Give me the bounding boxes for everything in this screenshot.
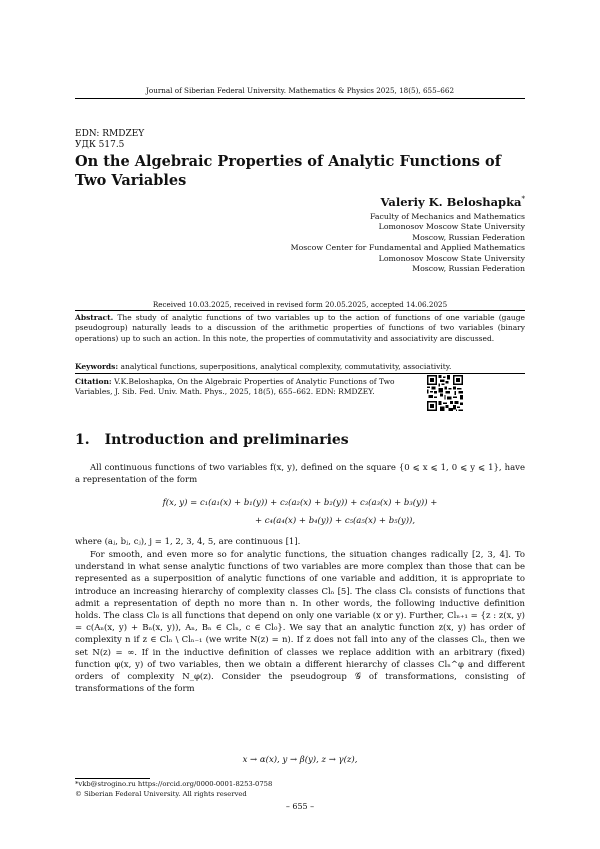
abstract-text: The study of analytic functions of two variables up to the action of functions of one variable (gauge pseudogroup) naturally leads to a discussion of the arithmetic properties of functions of two variables (binary operations) up to such an action. In this note, the properties of commutativity and associativity are discussed. bbox=[75, 313, 525, 343]
edn-code: EDN: RMDZEY bbox=[75, 129, 145, 139]
paragraph-1: All continuous functions of two variables f(x, y), defined on the square {0 ⩽ x ⩽ 1, 0 ⩽ y ⩽ 1}, have a representation of the form bbox=[75, 463, 525, 486]
affiliation-1-line-2: Lomonosov Moscow State University bbox=[378, 222, 525, 232]
citation-label: Citation: bbox=[75, 377, 112, 386]
section-number: 1. bbox=[75, 432, 90, 448]
paragraph-2: where (aⱼ, bⱼ, cⱼ), j = 1, 2, 3, 4, 5, are continuous [1]. bbox=[75, 537, 301, 547]
abstract-top-rule bbox=[75, 310, 525, 311]
section-heading bbox=[75, 432, 349, 448]
author-footnote-mark: * bbox=[521, 195, 525, 204]
affiliations bbox=[291, 212, 525, 274]
section-title: Introduction and preliminaries bbox=[104, 432, 349, 448]
affiliation-2-line-1: Moscow Center for Fundamental and Applied Mathematics bbox=[290, 243, 525, 253]
footnote-rule bbox=[75, 778, 150, 779]
affiliation-2-line-3: Moscow, Russian Federation bbox=[412, 264, 525, 274]
citation bbox=[75, 377, 415, 398]
page-number: – 655 – bbox=[285, 802, 315, 811]
affiliation-2-line-2: Lomonosov Moscow State University bbox=[378, 253, 525, 263]
keywords-text: analytical functions, superpositions, analytical complexity, commutativity, associativity. bbox=[120, 362, 452, 371]
header-rule bbox=[75, 98, 525, 99]
citation-text: V.K.Beloshapka, On the Algebraic Properties of Analytic Functions of Two Variables, J. Sib. Fed. Univ. Math. Phys., 2025, 18(5), 655–662. EDN: RMDZEY. bbox=[75, 377, 395, 397]
footnote-copyright: © Siberian Federal University. All rights reserved bbox=[75, 790, 247, 798]
abstract-label: Abstract. bbox=[75, 313, 114, 322]
running-head: Journal of Siberian Federal University. Mathematics & Physics 2025, 18(5), 655–662 bbox=[145, 86, 455, 95]
keywords-label: Keywords: bbox=[75, 362, 119, 371]
paragraph-3: For smooth, and even more so for analytic functions, the situation changes radically [2, 3, 4]. To understand in what sense analytic functions of two variables are more complex than those that can be represented as a superposition of analytic functions of one variable and addition, it is appropriate to introduce an increasing hierarchy of complexity classes Clₙ [5]. The class Clₙ consists of functions that admit a representation of depth no more than n. In other words, the following inductive definition holds. The class Cl₀ is all functions that depend on only one variable (x or y). Further, Clₙ₊₁ = {z : z(x, y) = c(Aₙ(x, y) + Bₙ(x, y)), Aₙ, Bₙ ∈ Clₙ, c ∈ Cl₀}. We say that an analytic function z(x, y) has order of complexity n if z ∈ Clₙ \ Clₙ₋₁ (we write N(z) = n). If z does not fall into any of the classes Clₙ, then we set N(z) = ∞. If in the inductive definition of classes we replace addition with an arbitrary (fixed) function φ(x, y) of two variables, then we obtain a different hierarchy of classes Clₙ^φ and different orders of complexity N_φ(z). Consider the pseudogroup 𝒢 of transformations, consisting of transformations of the form bbox=[75, 550, 525, 695]
keywords bbox=[75, 362, 525, 372]
footnote-email: *vkb@strogino.ru https://orcid.org/0000-0001-8253-0758 bbox=[75, 780, 273, 788]
received-dates: Received 10.03.2025, received in revised form 20.05.2025, accepted 14.06.2025 bbox=[152, 300, 448, 309]
author-name-text: Valeriy K. Beloshapka bbox=[380, 195, 522, 209]
keywords-rule bbox=[75, 373, 525, 374]
udk-code: УДК 517.5 bbox=[75, 140, 125, 150]
affiliation-1-line-3: Moscow, Russian Federation bbox=[412, 232, 525, 242]
paper-title: On the Algebraic Properties of Analytic Functions of Two Variables bbox=[75, 153, 501, 189]
abstract bbox=[75, 313, 525, 344]
equation-1-line-1: f(x, y) = c₁(a₁(x) + b₁(y)) + c₂(a₂(x) + b₂(y)) + c₃(a₃(x) + b₃(y)) + bbox=[162, 498, 438, 508]
affiliation-1-line-1: Faculty of Mechanics and Mathematics bbox=[369, 212, 525, 221]
author-name bbox=[381, 195, 525, 209]
equation-2: x → α(x), y → β(y), z → γ(z), bbox=[242, 755, 358, 765]
qr-code-icon[interactable] bbox=[427, 375, 463, 411]
equation-1-line-2: + c₄(a₄(x) + b₄(y)) + c₅(a₅(x) + b₅(y)), bbox=[254, 516, 416, 526]
edn-block bbox=[75, 129, 144, 151]
